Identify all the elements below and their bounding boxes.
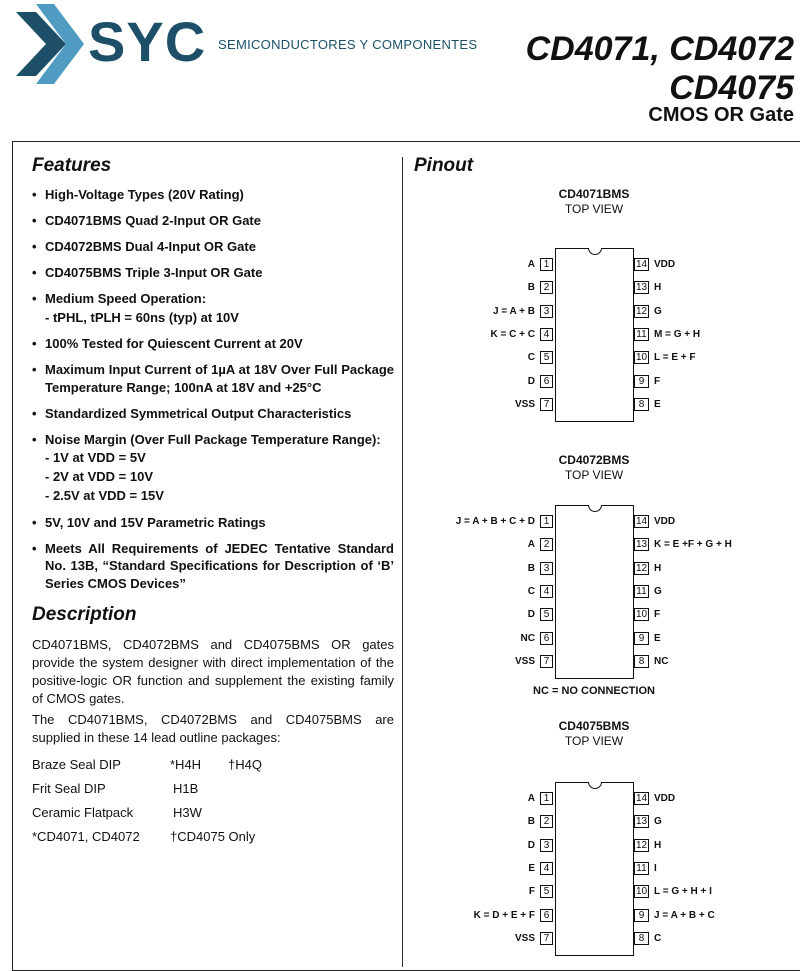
feature-subitem: - tPHL, tPLH = 60ns (typ) at 10V [45,309,239,325]
feature-text: Medium Speed Operation: [45,291,207,306]
chip-view-label: TOP VIEW [564,468,624,482]
pin-number: 11 [634,328,649,341]
bullet-icon: • [32,291,37,306]
pin-label: K = C + C [490,328,535,340]
pin-label: D [527,609,535,621]
feature-item [32,290,394,327]
pin-label: D [527,839,535,851]
pin-label: D [527,375,535,387]
pin-label: K = D + E + F [473,909,535,921]
pin-number: 9 [634,909,649,922]
bullet-icon: • [32,405,37,421]
pin-number: 3 [540,562,553,575]
feature-text: CD4072BMS Dual 4-Input OR Gate [45,239,256,254]
feature-subitem: - 1V at VDD = 5V [45,450,146,465]
feature-item [32,212,394,230]
feature-text: Noise Margin (Over Full Package Temperature Range): [45,431,381,447]
pin-label: J = A + B + C [654,909,715,921]
feature-text: CD4071BMS Quad 2-Input OR Gate [45,213,261,228]
pin-number: 1 [540,515,553,528]
package-code: *H4H [170,757,202,772]
pin-number: 4 [540,585,553,598]
page-subtitle: CMOS OR Gate [648,104,794,126]
feature-text: 5V, 10V and 15V Parametric Ratings [45,514,266,530]
pin-number: 4 [540,862,553,875]
pin-label: G [654,816,662,828]
chip-package-body [555,782,634,956]
pin-number: 10 [635,886,648,898]
bullet-icon: • [32,265,37,280]
chip-notch-icon [588,782,602,789]
features-title: Features [32,155,112,176]
column-divider [402,157,403,967]
bullet-icon: • [32,213,37,228]
feature-item [32,540,394,593]
feature-item [32,335,394,353]
description-title: Description [32,604,137,625]
package-code: H1B [173,781,199,796]
feature-item [32,238,394,256]
pin-label: F [654,375,661,387]
package-row [32,803,262,827]
bullet-icon: • [32,362,37,377]
pin-number: 1 [540,792,553,805]
pin-number: 10 [635,352,648,364]
chip-package-body [555,248,634,422]
feature-text: CD4075BMS Triple 3-Input OR Gate [45,265,263,280]
pin-number: 2 [540,281,553,294]
feature-subitem: - 2V at VDD = 10V [45,469,154,484]
footnote-cd4075: †CD4075 Only [170,829,256,844]
pin-number: 1 [540,258,553,271]
pin-label: H [654,839,662,851]
pin-number: 8 [634,932,649,945]
pin-number: 8 [634,398,649,411]
pin-label: H [654,282,662,294]
bullet-icon: • [32,514,37,530]
pin-number: 5 [540,885,553,898]
feature-text: Maximum Input Current of 1µA at 18V Over Full Package Temperature Range; 100nA at 18V and +25°C [45,362,394,395]
feature-item [32,514,394,532]
footnote-cd4071-cd4072: *CD4071, CD4072 [32,829,140,844]
pin-number: 11 [634,585,649,598]
description-paragraph-2: The CD4071BMS, CD4072BMS and CD4075BMS are supplied in these 14 lead outline packages: [32,712,394,745]
feature-item [32,405,394,423]
package-code-alt: †H4Q [228,757,262,772]
package-table [32,755,262,851]
feature-subitem: - 2.5V at VDD = 15V [45,488,164,503]
pin-label: B [527,816,535,828]
pin-label: NC [520,632,535,644]
bullet-icon: • [32,187,37,202]
pin-label: F [528,886,535,898]
bullet-icon: • [32,336,37,351]
pin-label: VSS [514,932,535,944]
pin-label: C [654,932,662,944]
pin-label: VDD [654,793,676,804]
logo-subtitle: SEMICONDUCTORES Y COMPONENTES [218,37,478,52]
pin-number: 11 [634,862,649,875]
pin-number: 3 [540,305,553,318]
pin-number: 7 [540,655,553,668]
pin-label: L = E + F [654,352,696,364]
pin-number: 5 [540,351,553,364]
pin-label: G [654,305,662,317]
feature-text: Standardized Symmetrical Output Characteristics [45,405,352,421]
pin-label: G [654,585,662,597]
chip-title: CD4075BMS [558,719,630,733]
pin-label: J = A + B [492,305,535,317]
feature-item [32,431,394,506]
pin-number: 9 [634,375,649,388]
pin-number: 2 [540,538,553,551]
pin-label: I [654,862,657,874]
features-list [32,186,394,601]
pin-label: E [654,632,661,644]
pin-label: L = G + H + I [654,886,712,898]
nc-note: NC = NO CONNECTION [533,685,655,697]
pin-number: 12 [635,305,648,317]
pin-label: VDD [654,516,676,527]
pin-number: 6 [540,909,553,922]
chip-package-body [555,505,634,679]
pin-label: B [527,562,535,574]
pin-number: 6 [540,375,553,388]
feature-item [32,361,394,396]
pin-label: VSS [514,398,535,410]
package-row [32,779,262,803]
logo-chevron-icon [14,4,84,84]
pin-number: 13 [635,282,648,294]
pin-label: M = G + H [654,328,701,340]
pin-label: H [654,562,662,574]
pin-label: A [527,793,535,804]
pin-number: 5 [540,608,553,621]
pin-number: 7 [540,932,553,945]
pinout-title: Pinout [414,155,474,176]
pin-number: 4 [540,328,553,341]
chip-view-label: TOP VIEW [564,202,624,216]
pin-number: 7 [540,398,553,411]
chip-title: CD4072BMS [558,453,630,467]
feature-text: Meets All Requirements of JEDEC Tentative Standard No. 13B, “Standard Specifications for Description of ‘B’ Series CMOS Devices” [45,540,394,591]
feature-item [32,264,394,282]
bullet-icon: • [32,431,37,447]
pin-number: 14 [635,516,648,527]
pin-label: C [527,585,535,597]
pin-label: J = A + B + C + D [455,516,535,527]
pin-label: E [654,398,661,410]
pin-label: A [527,259,535,270]
pin-label: A [527,539,535,551]
pin-label: F [654,609,661,621]
package-name: Ceramic Flatpack [32,805,134,820]
pin-number: 10 [635,609,648,621]
page-title: CD4071, CD4072 [525,30,794,68]
pin-label: C [527,352,535,364]
pin-label: VDD [654,259,676,270]
description-paragraph-1: CD4071BMS, CD4072BMS and CD4075BMS OR gates provide the system designer with direct implementation of the positive-logic OR function and supplement the existing family of CMOS gates. [32,637,394,706]
pin-number: 2 [540,815,553,828]
pin-number: 6 [540,632,553,645]
pin-label: B [527,282,535,294]
chip-notch-icon [588,505,602,512]
chip-view-label: TOP VIEW [564,734,624,748]
package-footnote-row [32,827,262,851]
pin-number: 3 [540,839,553,852]
pin-number: 13 [635,816,648,828]
pin-number: 12 [635,839,648,851]
bullet-icon: • [32,540,37,556]
logo-text: SYC [88,10,207,73]
feature-text: High-Voltage Types (20V Rating) [45,187,244,202]
pin-number: 12 [635,562,648,574]
page-title-line2: CD4075 [669,69,794,107]
chip-title: CD4071BMS [558,187,630,201]
pin-number: 9 [634,632,649,645]
package-row [32,755,262,779]
pin-number: 8 [634,655,649,668]
feature-text: 100% Tested for Quiescent Current at 20V [45,336,303,351]
package-name: Braze Seal DIP [32,757,121,772]
chip-notch-icon [588,248,602,255]
pin-label: E [528,862,535,874]
pin-number: 14 [635,793,648,804]
bullet-icon: • [32,239,37,254]
pin-label: VSS [514,655,535,667]
pin-label: K = E +F + G + H [654,539,732,551]
package-code: H3W [173,805,202,820]
feature-item [32,186,394,204]
pin-label: NC [654,655,669,667]
pin-number: 13 [635,539,648,551]
package-name: Frit Seal DIP [32,781,106,796]
pin-number: 14 [635,259,648,270]
